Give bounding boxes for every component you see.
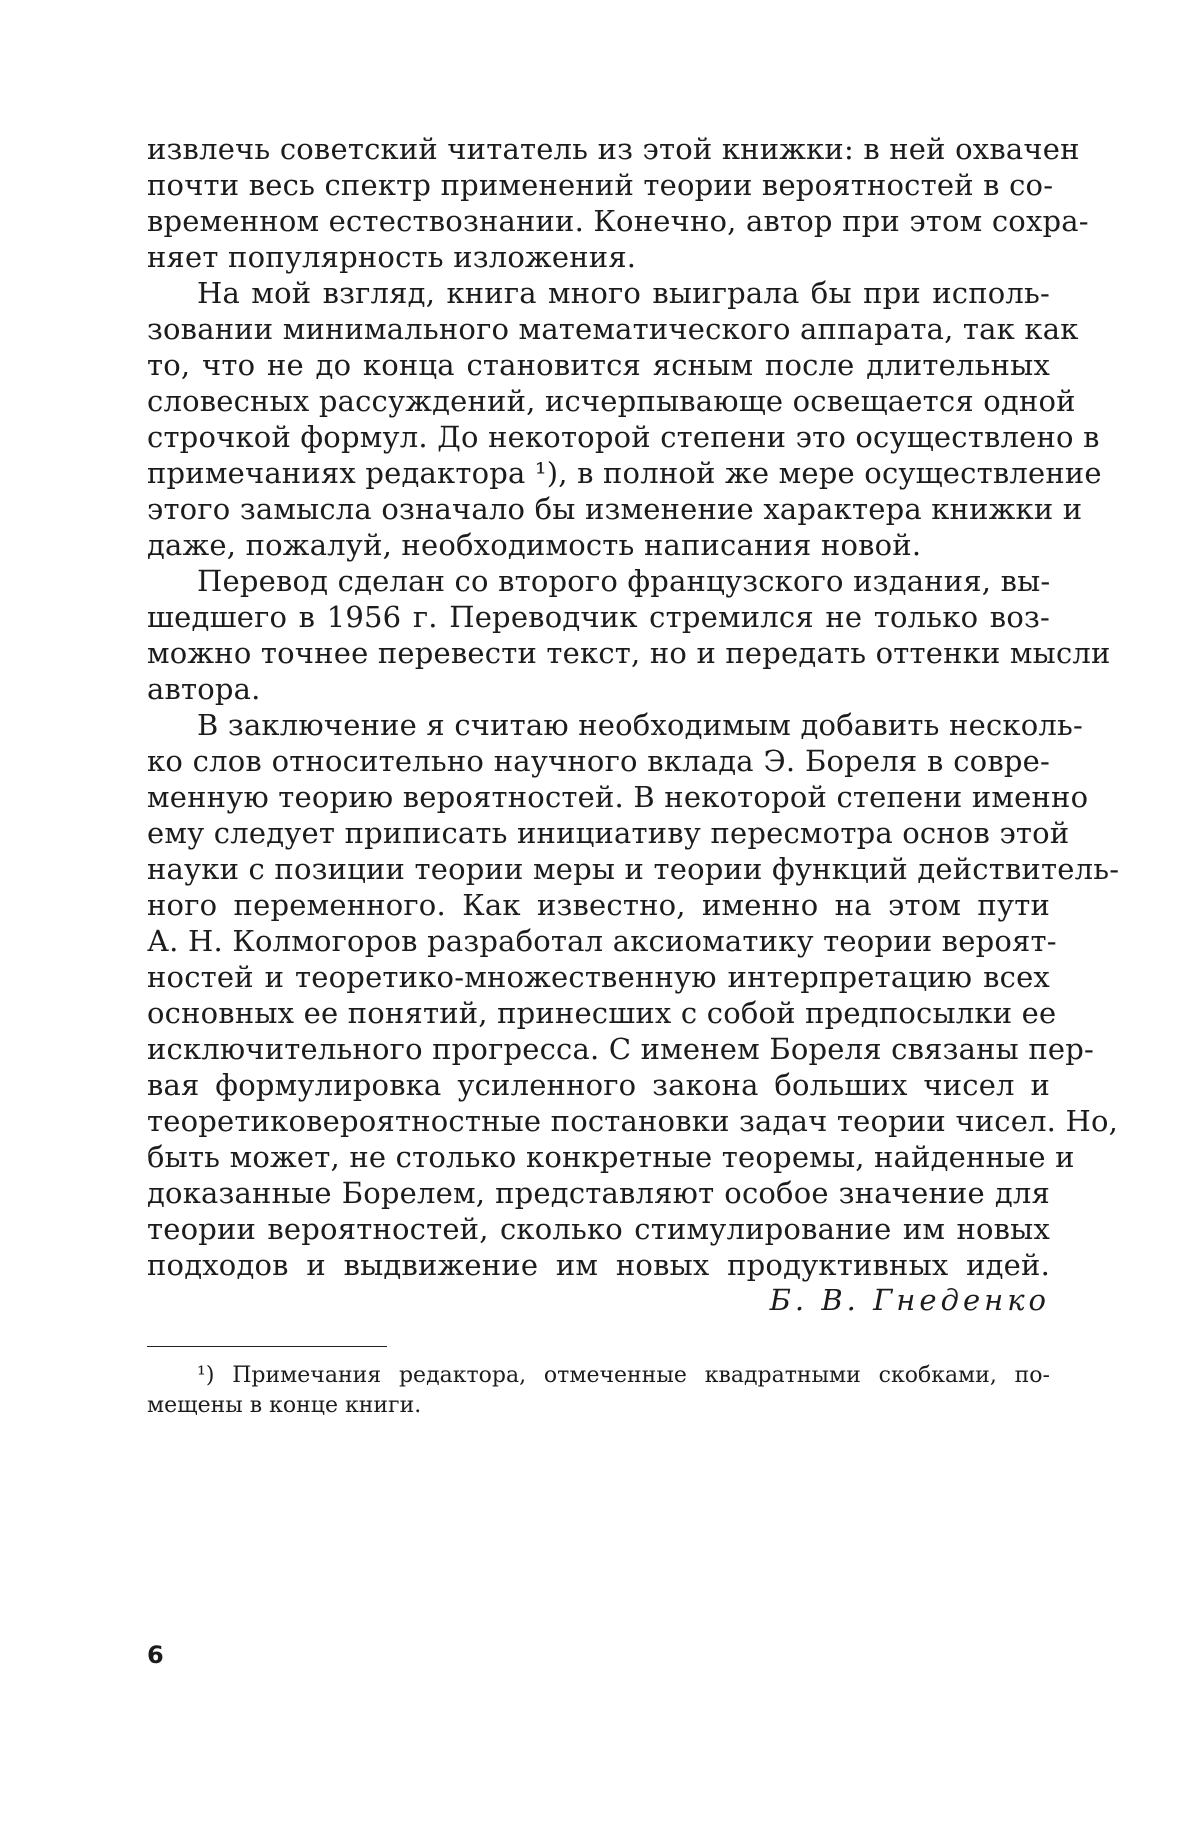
text-line: ного переменного. Как известно, именно на этом пути (147, 888, 1050, 922)
footnote (147, 1361, 1050, 1421)
text-line: ко слов относительно научного вклада Э. Бореля в совре- (147, 744, 1050, 778)
page-number: 6 (147, 1641, 164, 1669)
text-line: исключительного прогресса. С именем Бореля связаны пер- (147, 1032, 1095, 1066)
text-line: На мой взгляд, книга много выиграла бы при исполь- (197, 276, 1050, 310)
text-line: Перевод сделан со второго французского издания, вы- (197, 564, 1051, 598)
text-line: шедшего в 1956 г. Переводчик стремился не только воз- (147, 600, 1050, 634)
text-line: даже, пожалуй, необходимость написания новой. (147, 528, 922, 562)
text-line: словесных рассуждений, исчерпывающе освещается одной (147, 384, 1076, 418)
text-line: няет популярность изложения. (147, 240, 637, 274)
text-line: В заключение я считаю необходимым добавить несколь- (197, 708, 1083, 742)
text-line: можно точнее перевести текст, но и передать оттенки мысли (147, 636, 1111, 670)
text-line: почти весь спектр применений теории вероятностей в со- (147, 168, 1054, 202)
text-line: строчкой формул. До некоторой степени это осуществлено в (147, 420, 1100, 454)
text-line: ностей и теоретико-множественную интерпретацию всех (147, 960, 1050, 994)
footnote-divider (147, 1346, 387, 1347)
text-line: автора. (147, 672, 261, 706)
text-line: ему следует приписать инициативу пересмотра основ этой (147, 816, 1070, 850)
text-line: основных ее понятий, принесших с собой предпосылки ее (147, 996, 1057, 1030)
text-line: доказанные Борелем, представляют особое значение для (147, 1176, 1050, 1210)
text-line: извлечь советский читатель из этой книжки: в ней охвачен (147, 132, 1080, 166)
text-line: теоретиковероятностные постановки задач теории чисел. Но, (147, 1104, 1119, 1138)
footnote-line: ¹) Примечания редактора, отмеченные квадратными скобками, по- (197, 1363, 1050, 1388)
text-line: подходов и выдвижение им новых продуктивных идей. (147, 1248, 1050, 1282)
text-line: примечаниях редактора ¹), в полной же мере осуществление (147, 456, 1102, 490)
author-signature: Б. В. Гнеденко (769, 1283, 1050, 1317)
text-line: временном естествознании. Конечно, автор при этом сохра- (147, 204, 1089, 238)
text-line: теории вероятностей, сколько стимулирование им новых (147, 1212, 1050, 1246)
text-line: быть может, не столько конкретные теоремы, найденные и (147, 1140, 1075, 1174)
text-line: то, что не до конца становится ясным после длительных (147, 348, 1050, 382)
main-text (147, 131, 1120, 1283)
footnote-line: мещены в конце книги. (147, 1393, 422, 1418)
text-line: этого замысла означало бы изменение характера книжки и (147, 492, 1083, 526)
text-line: А. Н. Колмогоров разработал аксиоматику теории вероят- (147, 924, 1057, 958)
text-line: науки с позиции теории меры и теории функций действитель- (147, 852, 1120, 886)
text-line: зовании минимального математического аппарата, так как (147, 312, 1079, 346)
text-line: вая формулировка усиленного закона больших чисел и (147, 1068, 1050, 1102)
text-line: менную теорию вероятностей. В некоторой степени именно (147, 780, 1089, 814)
